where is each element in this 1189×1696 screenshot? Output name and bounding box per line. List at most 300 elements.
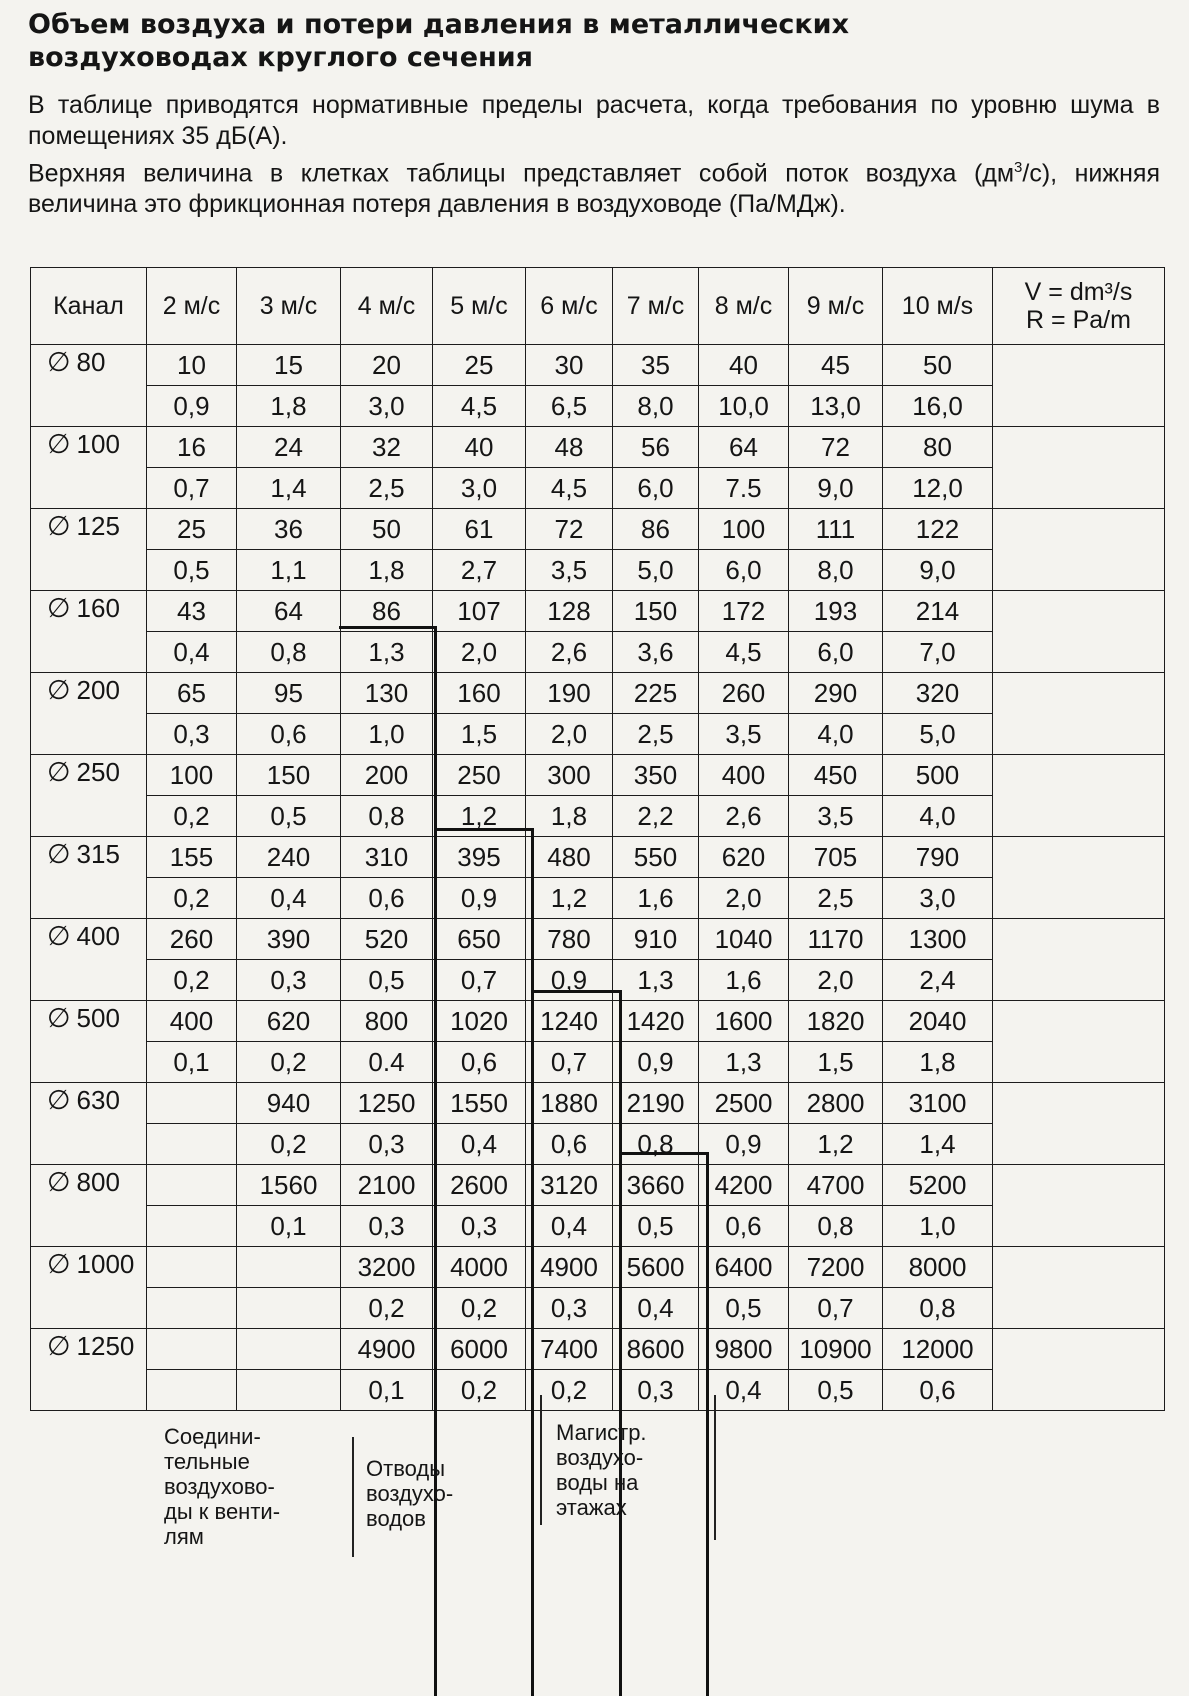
flow-cell: 155 [147,837,237,878]
flow-cell [237,1329,341,1370]
loss-cell: 1,4 [883,1124,993,1165]
loss-cell: 1,6 [699,960,789,1001]
loss-cell: 2,6 [699,796,789,837]
flow-cell: 520 [341,919,433,960]
flow-cell: 15 [237,345,341,386]
flow-cell: 2040 [883,1001,993,1042]
loss-cell: 0,3 [433,1206,526,1247]
header-speed-4: 4 м/с [341,268,433,345]
flow-cell: 300 [526,755,613,796]
flow-cell: 310 [341,837,433,878]
table-row-flow [31,427,1165,468]
channel-diameter: 100 [76,429,120,459]
channel-cell [31,1329,147,1411]
flow-cell: 1550 [433,1083,526,1124]
flow-cell: 3100 [883,1083,993,1124]
flow-cell: 6400 [699,1247,789,1288]
flow-cell: 160 [433,673,526,714]
loss-cell: 1,3 [699,1042,789,1083]
legend-column-cell [993,919,1165,1001]
diameter-icon: ∅ [47,511,71,541]
header-speed-10: 10 м/s [883,268,993,345]
flow-cell: 61 [433,509,526,550]
flow-cell: 940 [237,1083,341,1124]
flow-cell: 86 [613,509,699,550]
loss-cell: 5,0 [613,550,699,591]
flow-cell: 172 [699,591,789,632]
flow-cell: 1420 [613,1001,699,1042]
flow-cell: 1560 [237,1165,341,1206]
flow-cell: 550 [613,837,699,878]
channel-cell [31,755,147,837]
loss-cell: 2,0 [433,632,526,673]
loss-cell: 8,0 [789,550,883,591]
flow-cell: 36 [237,509,341,550]
loss-cell: 0,1 [237,1206,341,1247]
legend-r: R = Pa/m [1026,306,1131,334]
flow-cell: 40 [699,345,789,386]
loss-cell: 2,5 [613,714,699,755]
loss-cell: 7,0 [883,632,993,673]
channel-diameter: 400 [76,921,120,951]
flow-cell: 3660 [613,1165,699,1206]
loss-cell: 4,5 [526,468,613,509]
loss-cell: 0,4 [613,1288,699,1329]
loss-cell: 0,8 [237,632,341,673]
loss-cell: 0,4 [147,632,237,673]
flow-cell: 25 [147,509,237,550]
loss-cell: 0,6 [883,1370,993,1411]
channel-cell [31,1001,147,1083]
loss-cell: 1,4 [237,468,341,509]
diameter-icon: ∅ [47,1249,71,1279]
table-row-flow [31,345,1165,386]
page-title: Объем воздуха и потери давления в металлических воздуховодах круглого сечения [28,9,849,73]
loss-cell: 0,2 [341,1288,433,1329]
flow-cell: 4000 [433,1247,526,1288]
flow-cell: 9800 [699,1329,789,1370]
loss-cell: 2,2 [613,796,699,837]
flow-cell: 72 [526,509,613,550]
loss-cell: 2,0 [789,960,883,1001]
loss-cell [237,1288,341,1329]
loss-cell: 0,3 [147,714,237,755]
table-row-flow [31,1001,1165,1042]
loss-cell: 0,9 [433,878,526,919]
flow-cell: 4900 [341,1329,433,1370]
flow-cell: 650 [433,919,526,960]
flow-cell: 1170 [789,919,883,960]
loss-cell: 0,4 [433,1124,526,1165]
flow-cell: 790 [883,837,993,878]
flow-cell: 395 [433,837,526,878]
legend-column-cell [993,1083,1165,1165]
flow-cell: 1240 [526,1001,613,1042]
flow-cell: 1880 [526,1083,613,1124]
table-row-flow [31,509,1165,550]
loss-cell: 0,9 [147,386,237,427]
loss-cell: 0,6 [433,1042,526,1083]
channel-cell [31,919,147,1001]
loss-cell: 0,2 [526,1370,613,1411]
loss-cell: 0,9 [613,1042,699,1083]
legend-column-cell [993,427,1165,509]
flow-cell: 3120 [526,1165,613,1206]
channel-diameter: 800 [76,1167,120,1197]
legend-column-cell [993,1329,1165,1411]
flow-cell: 1300 [883,919,993,960]
loss-cell: 0,1 [147,1042,237,1083]
note-connecting-ducts: Соедини- тельные воздухово- ды к венти- лям [164,1424,281,1549]
loss-cell: 0,8 [883,1288,993,1329]
loss-cell: 0,2 [433,1288,526,1329]
flow-cell: 7400 [526,1329,613,1370]
flow-cell: 480 [526,837,613,878]
header-legend [993,268,1165,345]
flow-cell: 2800 [789,1083,883,1124]
flow-cell: 130 [341,673,433,714]
loss-cell: 1,2 [526,878,613,919]
loss-cell: 1,0 [883,1206,993,1247]
flow-cell: 1820 [789,1001,883,1042]
loss-cell: 0.4 [341,1042,433,1083]
diameter-icon: ∅ [47,593,71,623]
flow-cell: 50 [883,345,993,386]
flow-cell [237,1247,341,1288]
loss-cell: 0,5 [341,960,433,1001]
flow-cell: 10 [147,345,237,386]
channel-diameter: 200 [76,675,120,705]
loss-cell [147,1206,237,1247]
table-row-flow [31,755,1165,796]
loss-cell: 0,2 [237,1124,341,1165]
flow-cell: 32 [341,427,433,468]
channel-cell [31,509,147,591]
header-speed-6: 6 м/с [526,268,613,345]
channel-diameter: 630 [76,1085,120,1115]
channel-cell [31,427,147,509]
flow-cell: 260 [147,919,237,960]
table-row-flow [31,1329,1165,1370]
intro-text [28,90,1160,220]
loss-cell: 0,3 [613,1370,699,1411]
diameter-icon: ∅ [47,1003,71,1033]
flow-cell: 193 [789,591,883,632]
loss-cell: 0,4 [237,878,341,919]
loss-cell: 0,6 [237,714,341,755]
loss-cell: 0,1 [341,1370,433,1411]
flow-cell: 35 [613,345,699,386]
channel-diameter: 1000 [76,1249,135,1279]
table-header-row [31,268,1165,345]
legend-column-cell [993,1165,1165,1247]
channel-diameter: 160 [76,593,120,623]
loss-cell: 2,6 [526,632,613,673]
header-speed-5: 5 м/с [433,268,526,345]
flow-cell: 5600 [613,1247,699,1288]
flow-cell: 80 [883,427,993,468]
legend-column-cell [993,591,1165,673]
legend-v: V = dm³/s [1024,278,1133,306]
flow-cell [147,1083,237,1124]
loss-cell: 4,0 [789,714,883,755]
diameter-icon: ∅ [47,839,71,869]
flow-cell: 4900 [526,1247,613,1288]
intro-paragraph-1: В таблице приводятся нормативные пределы расчета, когда требования по уровню шума в помещениях 35 дБ(А). [28,91,1160,150]
flow-cell [147,1165,237,1206]
loss-cell: 3,0 [341,386,433,427]
note-main-ducts: Магистр. воздухо- воды на этажах [556,1420,647,1520]
flow-cell: 1600 [699,1001,789,1042]
flow-cell: 111 [789,509,883,550]
loss-cell: 3,0 [433,468,526,509]
loss-cell: 0,2 [147,878,237,919]
loss-cell: 6,0 [789,632,883,673]
loss-cell: 1,8 [237,386,341,427]
loss-cell: 3,5 [699,714,789,755]
loss-cell: 1,5 [433,714,526,755]
flow-cell: 56 [613,427,699,468]
channel-cell [31,345,147,427]
loss-cell: 0,5 [147,550,237,591]
loss-cell: 0,7 [789,1288,883,1329]
flow-cell: 2190 [613,1083,699,1124]
loss-cell: 2,7 [433,550,526,591]
flow-cell: 250 [433,755,526,796]
diameter-icon: ∅ [47,675,71,705]
channel-diameter: 500 [76,1003,120,1033]
flow-cell: 107 [433,591,526,632]
loss-cell: 0,5 [613,1206,699,1247]
flow-cell: 4200 [699,1165,789,1206]
loss-cell: 0,5 [237,796,341,837]
flow-cell: 16 [147,427,237,468]
loss-cell: 9,0 [883,550,993,591]
flow-cell: 225 [613,673,699,714]
loss-cell [147,1288,237,1329]
loss-cell: 1,2 [789,1124,883,1165]
table-row-flow [31,673,1165,714]
flow-cell: 65 [147,673,237,714]
loss-cell: 6,0 [613,468,699,509]
loss-cell: 2,0 [526,714,613,755]
header-channel: Канал [31,268,147,345]
legend-column-cell [993,837,1165,919]
legend-column-cell [993,755,1165,837]
diameter-icon: ∅ [47,921,71,951]
flow-cell: 910 [613,919,699,960]
channel-cell [31,1083,147,1165]
loss-cell [237,1370,341,1411]
loss-cell: 0,4 [526,1206,613,1247]
flow-cell: 4700 [789,1165,883,1206]
channel-diameter: 1250 [76,1331,135,1361]
flow-cell: 100 [699,509,789,550]
flow-cell: 5200 [883,1165,993,1206]
flow-cell: 8000 [883,1247,993,1288]
loss-cell: 1,6 [613,878,699,919]
table-row-flow [31,919,1165,960]
flow-cell: 400 [147,1001,237,1042]
diameter-icon: ∅ [47,1167,71,1197]
loss-cell: 0,7 [526,1042,613,1083]
flow-cell: 20 [341,345,433,386]
loss-cell: 0,3 [341,1124,433,1165]
loss-cell: 3,5 [526,550,613,591]
legend-column-cell [993,1001,1165,1083]
flow-cell: 800 [341,1001,433,1042]
loss-cell: 6,0 [699,550,789,591]
loss-cell: 1,8 [526,796,613,837]
header-speed-8: 8 м/с [699,268,789,345]
flow-cell [147,1329,237,1370]
loss-cell: 1,3 [341,632,433,673]
loss-cell: 16,0 [883,386,993,427]
channel-cell [31,591,147,673]
loss-cell: 2,5 [341,468,433,509]
channel-diameter: 315 [76,839,120,869]
diameter-icon: ∅ [47,347,71,377]
flow-cell: 8600 [613,1329,699,1370]
flow-cell: 72 [789,427,883,468]
flow-cell: 43 [147,591,237,632]
flow-cell: 290 [789,673,883,714]
flow-cell: 6000 [433,1329,526,1370]
loss-cell: 0,2 [237,1042,341,1083]
flow-cell: 50 [341,509,433,550]
loss-cell [147,1124,237,1165]
loss-cell: 0,6 [341,878,433,919]
loss-cell: 1,2 [433,796,526,837]
loss-cell: 3,6 [613,632,699,673]
loss-cell: 6,5 [526,386,613,427]
loss-cell: 0,6 [526,1124,613,1165]
loss-cell: 4,5 [699,632,789,673]
loss-cell: 0,9 [526,960,613,1001]
flow-cell: 10900 [789,1329,883,1370]
flow-cell: 2600 [433,1165,526,1206]
flow-cell: 450 [789,755,883,796]
flow-cell: 2500 [699,1083,789,1124]
flow-cell: 150 [613,591,699,632]
flow-cell: 95 [237,673,341,714]
flow-cell: 350 [613,755,699,796]
diameter-icon: ∅ [47,1085,71,1115]
diameter-icon: ∅ [47,429,71,459]
table-row-flow [31,591,1165,632]
zone-divider-2 [540,1395,542,1525]
flow-cell: 320 [883,673,993,714]
loss-cell: 10,0 [699,386,789,427]
flow-cell: 128 [526,591,613,632]
header-speed-9: 9 м/с [789,268,883,345]
loss-cell: 5,0 [883,714,993,755]
note-branch-ducts: Отводы воздухо- водов [366,1456,454,1531]
flow-cell: 150 [237,755,341,796]
loss-cell: 13,0 [789,386,883,427]
flow-cell: 122 [883,509,993,550]
flow-cell: 200 [341,755,433,796]
loss-cell: 4,5 [433,386,526,427]
flow-cell: 214 [883,591,993,632]
flow-cell: 390 [237,919,341,960]
flow-cell: 400 [699,755,789,796]
zone-divider-1 [352,1437,354,1557]
table-row-flow [31,837,1165,878]
table-row-flow [31,1083,1165,1124]
loss-cell: 1,1 [237,550,341,591]
legend-column-cell [993,509,1165,591]
loss-cell: 1,8 [883,1042,993,1083]
flow-cell: 25 [433,345,526,386]
loss-cell: 0,3 [526,1288,613,1329]
legend-column-cell [993,345,1165,427]
flow-cell: 620 [699,837,789,878]
intro-paragraph-2: Верхняя величина в клетках таблицы представляет собой поток воздуха $(дм^3/с)$, нижняя величина это фрикционная потеря давления в воздуховоде (Па/МДж). [28,159,1160,219]
loss-cell: 0,4 [699,1370,789,1411]
legend-column-cell [993,1247,1165,1329]
loss-cell: 0,3 [341,1206,433,1247]
flow-cell: 1020 [433,1001,526,1042]
flow-cell: 24 [237,427,341,468]
loss-cell: 3,0 [883,878,993,919]
flow-cell: 705 [789,837,883,878]
airflow-table [30,267,1165,1411]
loss-cell: 0,2 [147,796,237,837]
flow-cell: 100 [147,755,237,796]
flow-cell: 48 [526,427,613,468]
flow-cell: 3200 [341,1247,433,1288]
flow-cell: 780 [526,919,613,960]
loss-cell: 2,4 [883,960,993,1001]
channel-diameter: 80 [76,347,106,377]
header-speed-2: 2 м/с [147,268,237,345]
loss-cell: 9,0 [789,468,883,509]
loss-cell: 0,7 [147,468,237,509]
header-speed-7: 7 м/с [613,268,699,345]
channel-cell [31,673,147,755]
flow-cell: 12000 [883,1329,993,1370]
flow-cell: 260 [699,673,789,714]
table-row-flow [31,1165,1165,1206]
table-row-flow [31,1247,1165,1288]
flow-cell: 1040 [699,919,789,960]
loss-cell: 1,5 [789,1042,883,1083]
loss-cell: 0,5 [789,1370,883,1411]
loss-cell: 0,8 [613,1124,699,1165]
flow-cell: 240 [237,837,341,878]
loss-cell: 0,3 [237,960,341,1001]
loss-cell: 1,8 [341,550,433,591]
flow-cell: 45 [789,345,883,386]
flow-cell: 500 [883,755,993,796]
loss-cell: 0,2 [433,1370,526,1411]
loss-cell: 7.5 [699,468,789,509]
flow-cell: 64 [237,591,341,632]
flow-cell: 64 [699,427,789,468]
loss-cell: 1,0 [341,714,433,755]
channel-diameter: 250 [76,757,120,787]
channel-diameter: 125 [76,511,120,541]
loss-cell: 0,2 [147,960,237,1001]
loss-cell: 0,9 [699,1124,789,1165]
flow-cell: 40 [433,427,526,468]
diameter-icon: ∅ [47,1331,71,1361]
flow-cell: 30 [526,345,613,386]
loss-cell: 2,5 [789,878,883,919]
loss-cell: 0,8 [789,1206,883,1247]
loss-cell: 8,0 [613,386,699,427]
